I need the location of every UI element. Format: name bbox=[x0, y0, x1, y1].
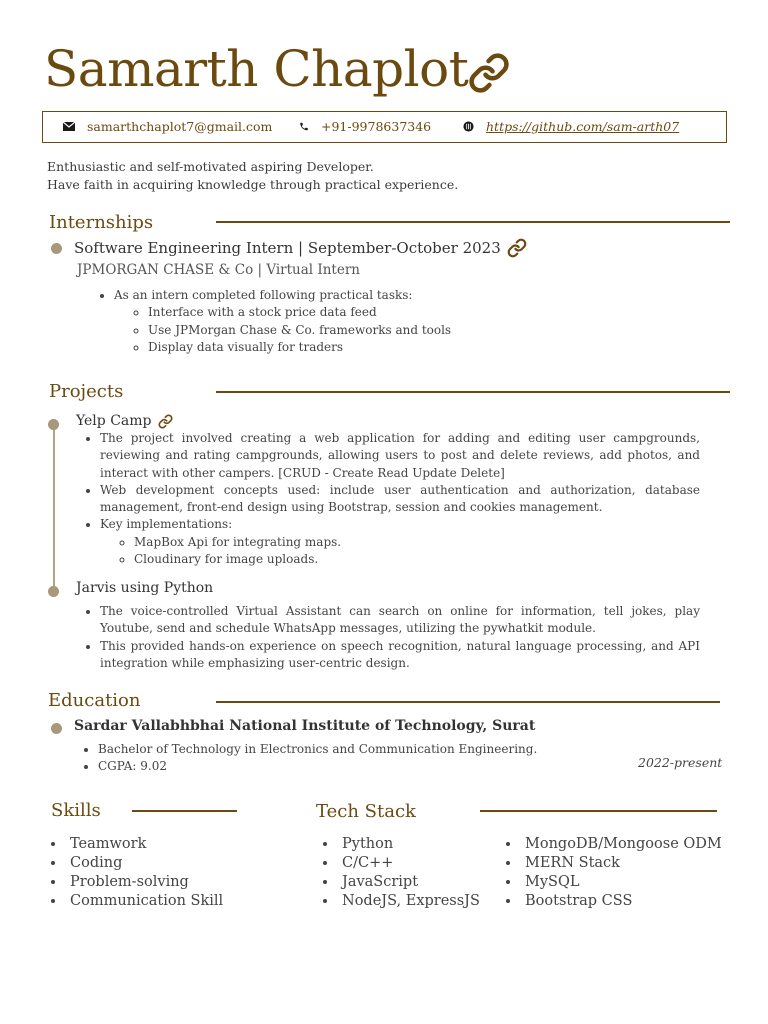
projects-heading: Projects bbox=[49, 381, 124, 402]
education-date: 2022-present bbox=[638, 755, 723, 770]
list-item: • Teamwork bbox=[66, 835, 223, 854]
project-title-text: Yelp Camp bbox=[76, 413, 152, 429]
internship-title-text: Software Engineering Intern | September-October 2023 bbox=[74, 239, 501, 257]
summary bbox=[47, 158, 458, 194]
list-item: • The voice-controlled Virtual Assistant can search on online for information, tell jokes, play Youtube, send and schedule WhatsApp messages, utilizing the pywhatkit module. bbox=[100, 603, 700, 638]
list-item: • C/C++ bbox=[338, 854, 480, 873]
list-item: • Bootstrap CSS bbox=[521, 892, 722, 911]
phone-contact[interactable] bbox=[299, 112, 431, 141]
contact-bar bbox=[42, 111, 727, 143]
education-list bbox=[86, 741, 626, 776]
internship-list bbox=[102, 287, 702, 356]
timeline-dot bbox=[51, 243, 62, 254]
jarvis-list bbox=[88, 603, 700, 672]
yelp-list bbox=[88, 430, 700, 568]
list-item: ◦ MapBox Api for integrating maps. bbox=[134, 534, 700, 551]
tech-stack-list-1 bbox=[324, 835, 480, 911]
list-item: • Python bbox=[338, 835, 480, 854]
list-item: • JavaScript bbox=[338, 873, 480, 892]
list-item: • Bachelor of Technology in Electronics and Communication Engineering. bbox=[98, 741, 626, 758]
internship-title bbox=[74, 238, 527, 258]
link-icon[interactable] bbox=[468, 52, 510, 94]
list-item: ◦ Cloudinary for image uploads. bbox=[134, 551, 700, 568]
timeline-dot bbox=[48, 419, 59, 430]
timeline-line bbox=[53, 424, 55, 592]
list-item: • Communication Skill bbox=[66, 892, 223, 911]
project-title-yelp bbox=[76, 413, 173, 429]
phone-icon bbox=[299, 121, 309, 132]
link-icon[interactable] bbox=[158, 414, 173, 429]
list-item: • MERN Stack bbox=[521, 854, 722, 873]
list-item: • Key implementations: ◦ MapBox Api for integrating maps. ◦ Cloudinary for image uploads. bbox=[100, 516, 700, 568]
list-item: • This provided hands-on experience on speech recognition, natural language processing, and API integration while emphasizing user-centric design. bbox=[100, 638, 700, 673]
section-divider bbox=[216, 221, 730, 223]
envelope-icon bbox=[63, 122, 75, 131]
list-item: • CGPA: 9.02 bbox=[98, 758, 626, 775]
internship-company: JPMORGAN CHASE & Co | Virtual Intern bbox=[77, 262, 360, 278]
github-link[interactable]: https://github.com/sam-arth07 bbox=[486, 119, 680, 134]
implementation-list bbox=[122, 534, 700, 569]
list-item: • Coding bbox=[66, 854, 223, 873]
summary-line: Enthusiastic and self-motivated aspiring Developer. bbox=[47, 159, 374, 174]
summary-line: Have faith in acquiring knowledge through practical experience. bbox=[47, 177, 459, 192]
list-item: • MySQL bbox=[521, 873, 722, 892]
project-title-text: Jarvis using Python bbox=[76, 580, 214, 596]
github-icon bbox=[463, 121, 474, 132]
tech-stack-list-2 bbox=[507, 835, 722, 911]
email-contact[interactable] bbox=[63, 112, 272, 141]
skills-heading: Skills bbox=[51, 800, 101, 821]
timeline-dot bbox=[48, 586, 59, 597]
section-divider bbox=[132, 810, 237, 812]
task-list bbox=[136, 304, 702, 356]
resume-name: Samarth Chaplot bbox=[44, 40, 469, 98]
school-name: Sardar Vallabhbhai National Institute of Technology, Surat bbox=[74, 718, 536, 734]
github-contact[interactable] bbox=[463, 112, 679, 141]
tech-stack-heading: Tech Stack bbox=[316, 801, 416, 822]
list-item: • MongoDB/Mongoose ODM bbox=[521, 835, 722, 854]
list-item: • Web development concepts used: include user authentication and authorization, database management, front-end design using Bootstrap, session and cookies management. bbox=[100, 482, 700, 517]
list-item: • Problem-solving bbox=[66, 873, 223, 892]
section-divider bbox=[480, 810, 717, 812]
skills-list bbox=[52, 835, 223, 911]
email-text[interactable]: samarthchaplot7@gmail.com bbox=[87, 119, 273, 134]
project-title-jarvis bbox=[76, 580, 213, 596]
list-item: • NodeJS, ExpressJS bbox=[338, 892, 480, 911]
timeline-dot bbox=[51, 723, 62, 734]
list-item: • The project involved creating a web application for adding and editing user campgrounds, reviewing and rating campgrounds, allowing users to post and delete reviews, add photos, and interact with other campers. [CRUD - Create Read Update Delete] bbox=[100, 430, 700, 482]
list-item: ◦ Display data visually for traders bbox=[148, 339, 702, 356]
education-heading: Education bbox=[48, 690, 141, 711]
internships-heading: Internships bbox=[49, 212, 154, 233]
list-item: • As an intern completed following practical tasks: ◦ Interface with a stock price data feed ◦ Use JPMorgan Chase & Co. frameworks and tools ◦ Display data visually for traders bbox=[114, 287, 702, 356]
list-item: ◦ Interface with a stock price data feed bbox=[148, 304, 702, 321]
phone-text[interactable]: +91-9978637346 bbox=[321, 119, 432, 134]
section-divider bbox=[216, 391, 730, 393]
link-icon[interactable] bbox=[507, 238, 527, 258]
list-item: ◦ Use JPMorgan Chase & Co. frameworks and tools bbox=[148, 322, 702, 339]
section-divider bbox=[216, 701, 720, 703]
